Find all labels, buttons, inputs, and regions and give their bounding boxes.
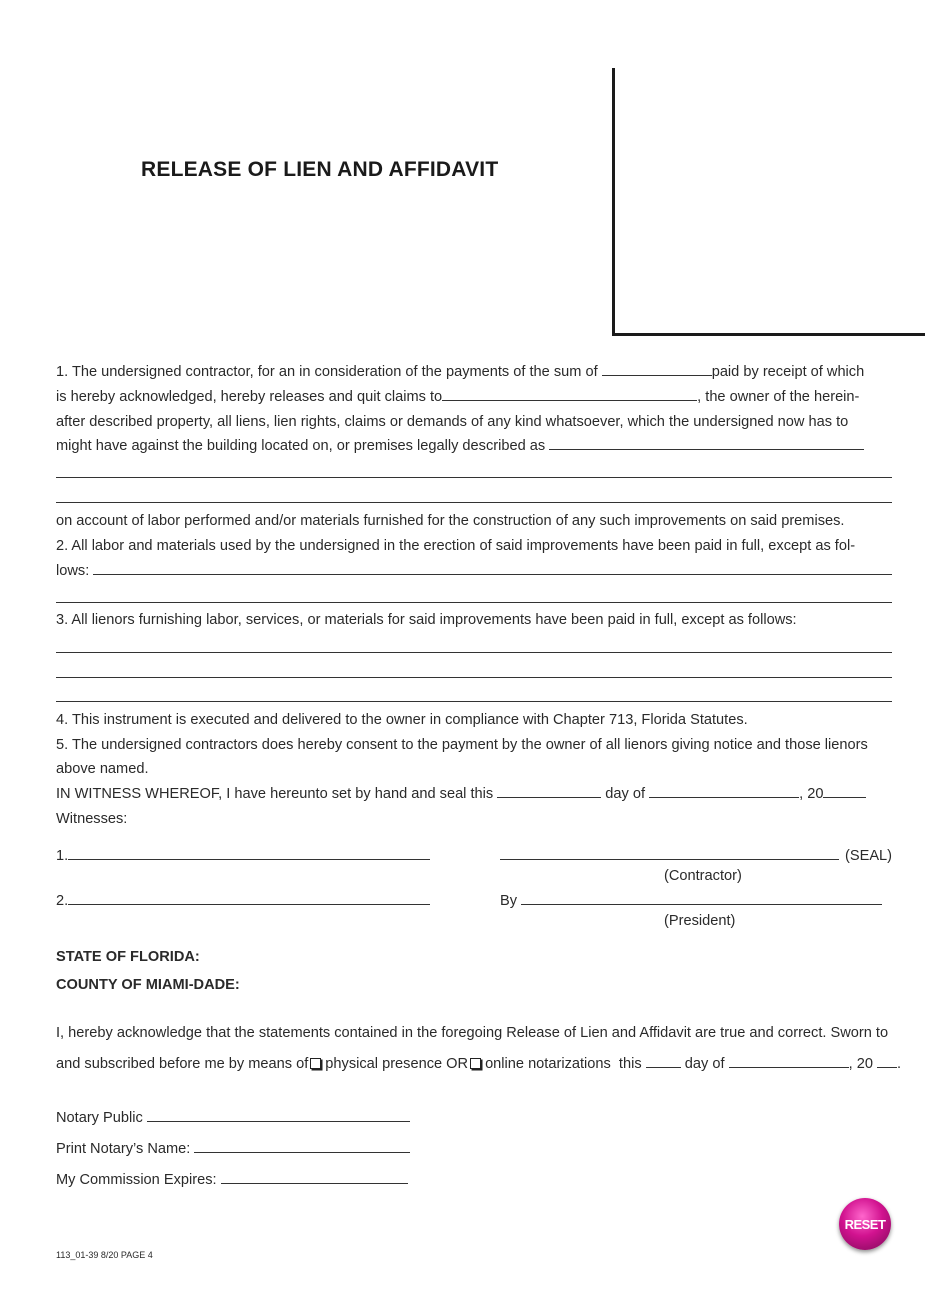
page-title: RELEASE OF LIEN AND AFFIDAVIT: [141, 158, 499, 181]
recording-box-left-border: [612, 68, 615, 336]
property-description-field[interactable]: [549, 436, 864, 450]
property-description-line-3[interactable]: [56, 502, 892, 503]
para5-line2: above named.: [56, 761, 149, 777]
county-label: COUNTY OF MIAMI-DADE:: [56, 977, 240, 993]
ack-line2: and subscribed before me by means of physical presence OR online notarizations this day of , 20 .: [56, 1056, 902, 1072]
labor-exceptions-line-2[interactable]: [56, 602, 892, 603]
para1-line2: is hereby acknowledged, hereby releases and quit claims to , the owner of the herein-: [56, 389, 860, 405]
footer-form-id: 113_01-39 8/20 PAGE 4: [56, 1250, 153, 1260]
physical-presence-checkbox[interactable]: [310, 1058, 321, 1069]
para2-line2: lows:: [56, 559, 892, 584]
witness-1-signature-field[interactable]: [68, 846, 430, 860]
witness-month-field[interactable]: [649, 784, 799, 798]
ack-day-field[interactable]: [646, 1054, 681, 1068]
witness-1: 1.: [56, 844, 430, 869]
contractor-signature: (SEAL): [500, 844, 892, 869]
ack-line1: I, hereby acknowledge that the statements contained in the foregoing Release of Lien and Affidavit are true and correct. Sworn to: [56, 1025, 889, 1041]
para1-line4: might have against the building located on, or premises legally described as: [56, 434, 864, 459]
lienor-exceptions-line-3[interactable]: [56, 701, 892, 702]
contractor-label: (Contractor): [664, 868, 742, 884]
sum-field[interactable]: [602, 362, 712, 376]
notary-name-field[interactable]: [194, 1139, 410, 1153]
notary-public-field[interactable]: [147, 1108, 410, 1122]
lienor-exceptions-line-2[interactable]: [56, 677, 892, 678]
commission-expires: My Commission Expires:: [56, 1168, 408, 1193]
ack-month-field[interactable]: [729, 1054, 849, 1068]
state-label: STATE OF FLORIDA:: [56, 949, 200, 965]
para2-line1: 2. All labor and materials used by the undersigned in the erection of said improvements have been paid in full, except as fol-: [56, 538, 856, 554]
witness-2: 2.: [56, 889, 430, 914]
ack-year-field[interactable]: [877, 1054, 897, 1068]
contractor-signature-field[interactable]: [500, 846, 839, 860]
labor-exceptions-field[interactable]: [93, 561, 892, 575]
owner-field[interactable]: [442, 387, 697, 401]
property-description-line-2[interactable]: [56, 477, 892, 478]
witnesses-label: Witnesses:: [56, 811, 128, 827]
president-label: (President): [664, 913, 736, 929]
president-signature: By: [500, 889, 882, 914]
witness-2-signature-field[interactable]: [68, 891, 430, 905]
witness-day-field[interactable]: [497, 784, 601, 798]
president-signature-field[interactable]: [521, 891, 882, 905]
para4: 4. This instrument is executed and delivered to the owner in compliance with Chapter 713, Florida Statutes.: [56, 712, 748, 728]
lienor-exceptions-line-1[interactable]: [56, 652, 892, 653]
para5-line1: 5. The undersigned contractors does hereby consent to the payment by the owner of all lienors giving notice and those lienors: [56, 737, 868, 753]
notary-name: Print Notary’s Name:: [56, 1137, 410, 1162]
witness-year-field[interactable]: [823, 784, 866, 798]
commission-expires-field[interactable]: [221, 1170, 408, 1184]
para1-line5: on account of labor performed and/or materials furnished for the construction of any such improvements on said premises.: [56, 513, 845, 529]
witness-line: IN WITNESS WHEREOF, I have hereunto set by hand and seal this day of , 20: [56, 782, 866, 807]
notary-public: Notary Public: [56, 1106, 410, 1131]
online-notarization-checkbox[interactable]: [470, 1058, 481, 1069]
recording-box-bottom-border: [612, 333, 925, 336]
para1-line1: 1. The undersigned contractor, for an in consideration of the payments of the sum of paid by receipt of which: [56, 364, 865, 380]
para1-line3: after described property, all liens, lien rights, claims or demands of any kind whatsoever, which the undersigned now has to: [56, 414, 849, 430]
reset-button[interactable]: RESET: [839, 1198, 891, 1250]
para3: 3. All lienors furnishing labor, services, or materials for said improvements have been paid in full, except as follows:: [56, 612, 797, 628]
